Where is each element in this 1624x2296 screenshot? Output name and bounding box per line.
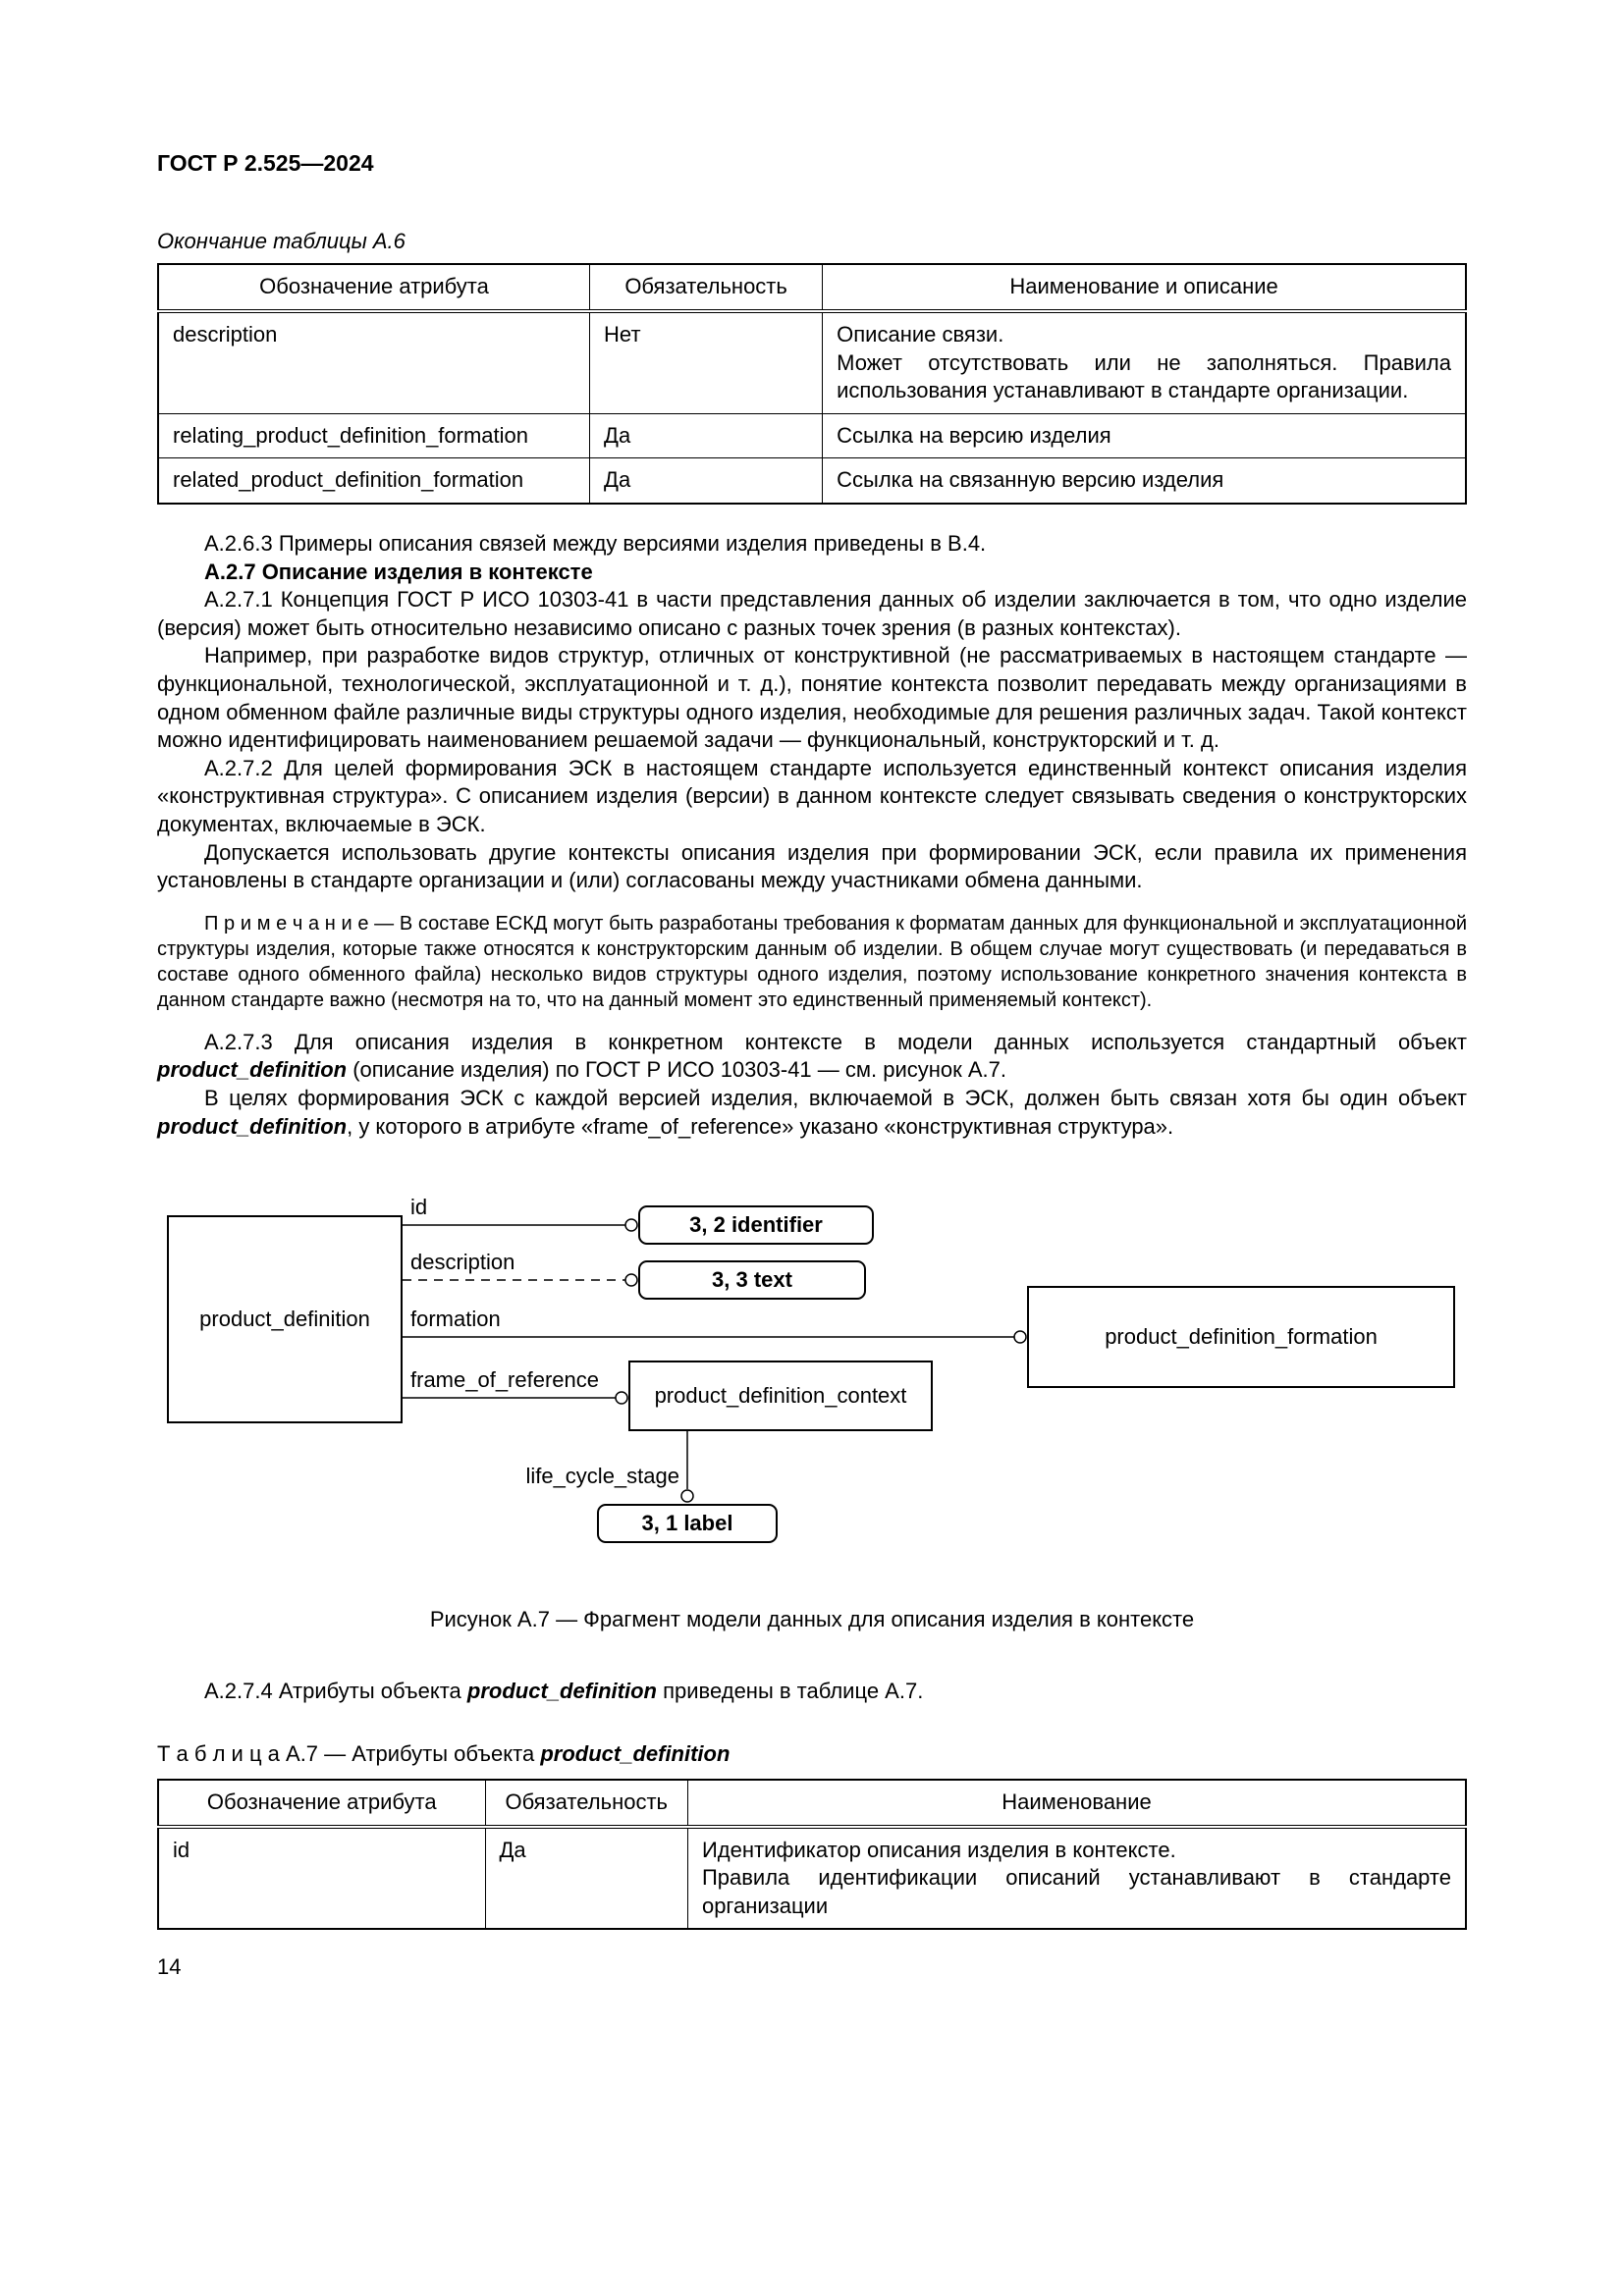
paragraph-a273-text: (описание изделия) по ГОСТ Р ИСО 10303-41 — см. рисунок А.7.: [347, 1057, 1007, 1083]
table-a6-continuation-label: Окончание таблицы А.6: [157, 228, 406, 253]
table-row: [158, 1827, 1466, 1930]
term-product-definition: product_definition: [157, 1113, 348, 1139]
attribute-label-description: description: [410, 1250, 515, 1275]
cell-required: Да: [590, 458, 823, 504]
paragraph-a263: А.2.6.3 Примеры описания связей между версиями изделия приведены в В.4.: [204, 531, 987, 557]
page-ref-identifier: 3, 2 identifier: [638, 1205, 874, 1245]
paragraph-a274-text: А.2.7.4 Атрибуты объекта: [204, 1678, 467, 1703]
term-product-definition: product_definition: [466, 1678, 657, 1703]
cell-required: Да: [590, 413, 823, 458]
cell-attribute: relating_product_definition_formation: [158, 413, 590, 458]
figure-a7-caption: Рисунок А.7 — Фрагмент модели данных для описания изделия в контексте: [429, 1607, 1195, 1632]
body-text: [157, 530, 1467, 1141]
cell-name-line: Идентификатор описания изделия в контексте.: [701, 1837, 1176, 1862]
table-a6-header-required: Обязательность: [590, 264, 823, 311]
paragraph-a272: А.2.7.2 Для целей формирования ЭСК в настоящем стандарте используется единственный контекст описания изделия «конструктивная структура». С описанием изделия (версии) в данном контексте следует связывать сведения о конструкторских документах, включаемые в ЭСК.: [157, 755, 1467, 836]
table-a7-header-attribute: Обозначение атрибута: [158, 1780, 485, 1827]
paragraph-a274: [157, 1678, 1467, 1706]
entity-box-product-definition-formation: product_definition_formation: [1027, 1286, 1455, 1388]
heading-a27: А.2.7 Описание изделия в контексте: [204, 559, 593, 584]
table-a7-header-required: Обязательность: [485, 1780, 687, 1827]
cell-attribute: id: [158, 1827, 485, 1930]
note-paragraph: П р и м е ч а н и е — В составе ЕСКД могут быть разработаны требования к форматам данных для функциональной и эксплуатационной структуры изделия, которые также относятся к конструкторским данным об изделии. В общем случае могут существовать (и передаваться в составе одного обменного файла) несколько видов структуры одного изделия, поэтому использование конкретного значения контекста в данном стандарте важно (несмотря на то, что на данный момент это единственный применяемый контекст).: [157, 912, 1467, 1011]
table-row: [158, 458, 1466, 504]
paragraph-a273: [157, 1029, 1467, 1085]
cell-description: [823, 311, 1466, 413]
page-ref-label: 3, 1 label: [597, 1504, 778, 1543]
attribute-label-formation: formation: [410, 1307, 501, 1332]
cell-description: Ссылка на версию изделия: [823, 413, 1466, 458]
table-row: [158, 311, 1466, 413]
paragraph-a271b: Например, при разработке видов структур, отличных от конструктивной (не рассматриваемых в настоящем стандарте — функциональной, технологической, эксплуатационной и т. д.), понятие контекста позволит передавать между организациями в одном обменном файле различные виды структуры одного изделия, необходимые для решения различных задач. Такой контекст можно идентифицировать наименованием решаемой задачи — функциональный, конструкторский и т. д.: [157, 643, 1467, 753]
attribute-label-id: id: [410, 1195, 428, 1220]
cell-description-line: Может отсутствовать или не заполняться. Правила использования устанавливают в стандарте организации.: [837, 349, 1451, 403]
table-a6-header-description: Наименование и описание: [823, 264, 1466, 311]
page-number: 14: [157, 1954, 182, 1980]
table-a7-header-name: Наименование: [687, 1780, 1466, 1827]
table-row: [158, 413, 1466, 458]
attribute-label-life-cycle-stage: life_cycle_stage: [525, 1464, 679, 1489]
cell-description-line: Описание связи.: [837, 322, 1004, 347]
paragraph-a273b-text: , у которого в атрибуте «frame_of_reference» указано «конструктивная структура».: [347, 1113, 1174, 1139]
figure-a7-diagram: [157, 1188, 1467, 1561]
table-a7-header-row: [158, 1780, 1466, 1827]
paragraph-a274-text: приведены в таблице А.7.: [656, 1678, 924, 1703]
cell-name-line: Правила идентификации описаний устанавливают в стандарте организации: [701, 1865, 1451, 1918]
entity-box-product-definition-context: product_definition_context: [628, 1361, 933, 1431]
paragraph-a273b-text: В целях формирования ЭСК с каждой версией изделия, включаемой в ЭСК, должен быть связан хотя бы один объект: [204, 1085, 1467, 1110]
paragraph-a271: А.2.7.1 Концепция ГОСТ Р ИСО 10303-41 в части представления данных об изделии заключается в том, что одно изделие (версия) может быть относительно независимо описано с разных точек зрения (в разных контекстах).: [157, 587, 1467, 640]
cell-required: Нет: [590, 311, 823, 413]
entity-box-product-definition: product_definition: [167, 1215, 403, 1423]
cell-attribute: description: [158, 311, 590, 413]
table-a7: [157, 1779, 1467, 1930]
table-a7-label-text: Т а б л и ц а А.7 — Атрибуты объекта: [157, 1741, 541, 1767]
term-product-definition: product_definition: [540, 1741, 731, 1767]
cell-required: Да: [485, 1827, 687, 1930]
paragraph-a272b: Допускается использовать другие контексты описания изделия при формировании ЭСК, если правила их применения установлены в стандарте организации и (или) согласованы между участниками обмена данными.: [157, 839, 1467, 893]
paragraph-a273b: [157, 1085, 1467, 1141]
cell-description: Ссылка на связанную версию изделия: [823, 458, 1466, 504]
table-a7-label: [157, 1740, 1467, 1769]
cell-name: [687, 1827, 1466, 1930]
document-header: ГОСТ Р 2.525—2024: [157, 150, 374, 176]
cell-attribute: related_product_definition_formation: [158, 458, 590, 504]
paragraph-a273-text: А.2.7.3 Для описания изделия в конкретном контексте в модели данных используется стандартный объект: [204, 1029, 1467, 1054]
page-ref-text: 3, 3 text: [638, 1260, 866, 1300]
table-a6-header-attribute: Обозначение атрибута: [158, 264, 590, 311]
attribute-label-frame-of-reference: frame_of_reference: [410, 1367, 599, 1393]
table-a6: [157, 263, 1467, 505]
term-product-definition: product_definition: [157, 1057, 348, 1083]
table-a6-header-row: [158, 264, 1466, 311]
